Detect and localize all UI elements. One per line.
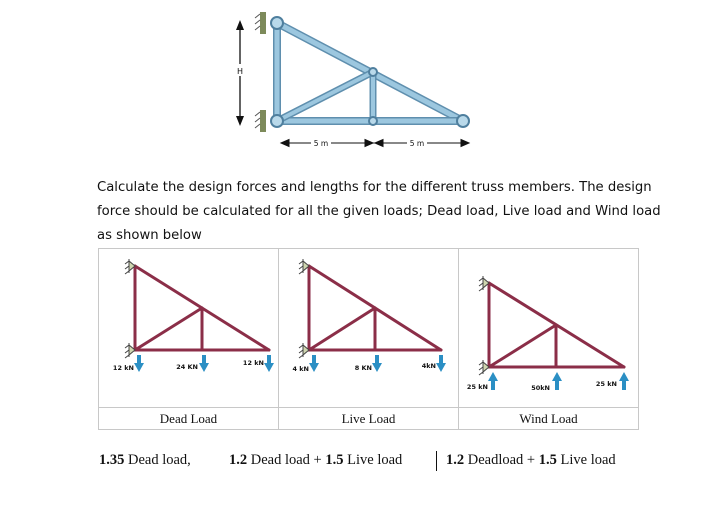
wall-support-top — [255, 12, 266, 34]
load-arrow-down — [372, 355, 382, 372]
dead-load-truss — [99, 249, 278, 402]
load-label-left: 25 kN — [466, 383, 488, 391]
load-arrow-up — [552, 372, 562, 390]
c3-factor-1: 1.2 — [446, 452, 465, 468]
load-arrow-up — [488, 372, 498, 390]
load-arrow-down — [309, 355, 319, 372]
combination-3 — [446, 452, 616, 469]
load-label-left: 12 kN — [112, 364, 134, 372]
dead-load-figure-cell — [99, 249, 279, 408]
c2-factor-1: 1.2 — [229, 452, 248, 468]
c2-factor-2: 1.5 — [325, 452, 344, 468]
load-label-mid: 8 KN — [354, 364, 372, 372]
problem-statement — [97, 176, 661, 248]
text-cursor — [436, 451, 437, 471]
load-label-left: 4 kN — [292, 365, 309, 373]
load-label-right: 25 kN — [595, 380, 617, 388]
wind-load-caption: Wind Load — [459, 408, 639, 430]
c1-factor: 1.35 — [99, 452, 125, 468]
c3-text-1: Deadload + — [464, 452, 539, 468]
wind-load-figure-cell — [459, 249, 639, 408]
height-dimension — [235, 20, 247, 126]
live-load-caption: Live Load — [279, 408, 459, 430]
load-arrow-down — [199, 355, 209, 372]
wind-load-truss — [459, 249, 638, 402]
load-arrow-down — [436, 355, 446, 372]
wall-support-bottom — [255, 110, 266, 132]
truss-illustration — [235, 8, 485, 158]
intro-line-3: as shown below — [97, 228, 202, 243]
truss-members — [135, 266, 269, 350]
load-combinations — [99, 452, 616, 469]
live-load-figure-cell — [279, 249, 459, 408]
span-1-label: 5 m — [313, 139, 329, 148]
live-load-truss — [279, 249, 458, 402]
c3-factor-2: 1.5 — [538, 452, 557, 468]
c1-text: Dead load, — [124, 452, 191, 468]
load-label-right: 12 kN — [242, 359, 264, 367]
combination-1 — [99, 452, 191, 468]
load-arrow-down — [264, 355, 274, 372]
intro-line-1: Calculate the design forces and lengths for the different truss members. The design — [97, 180, 652, 195]
dead-load-caption: Dead Load — [99, 408, 279, 430]
load-arrow-up — [619, 372, 629, 390]
combination-2 — [229, 452, 402, 469]
truss-members — [309, 266, 441, 350]
c2-text-2: Live load — [343, 452, 403, 468]
load-label-right: 4kN — [421, 362, 436, 370]
c2-text-1: Dead load + — [247, 452, 326, 468]
span-2-label: 5 m — [409, 139, 425, 148]
load-label-mid: 50kN — [531, 384, 550, 392]
span-dimensions — [281, 137, 469, 148]
load-label-mid: 24 KN — [176, 363, 198, 371]
load-cases-table — [98, 248, 639, 430]
c3-text-2: Live load — [556, 452, 616, 468]
truss-members — [489, 283, 624, 367]
intro-line-2: force should be calculated for all the given loads; Dead load, Live load and Wind load — [97, 204, 661, 219]
height-label: H — [236, 67, 244, 76]
load-arrow-down — [134, 355, 144, 372]
